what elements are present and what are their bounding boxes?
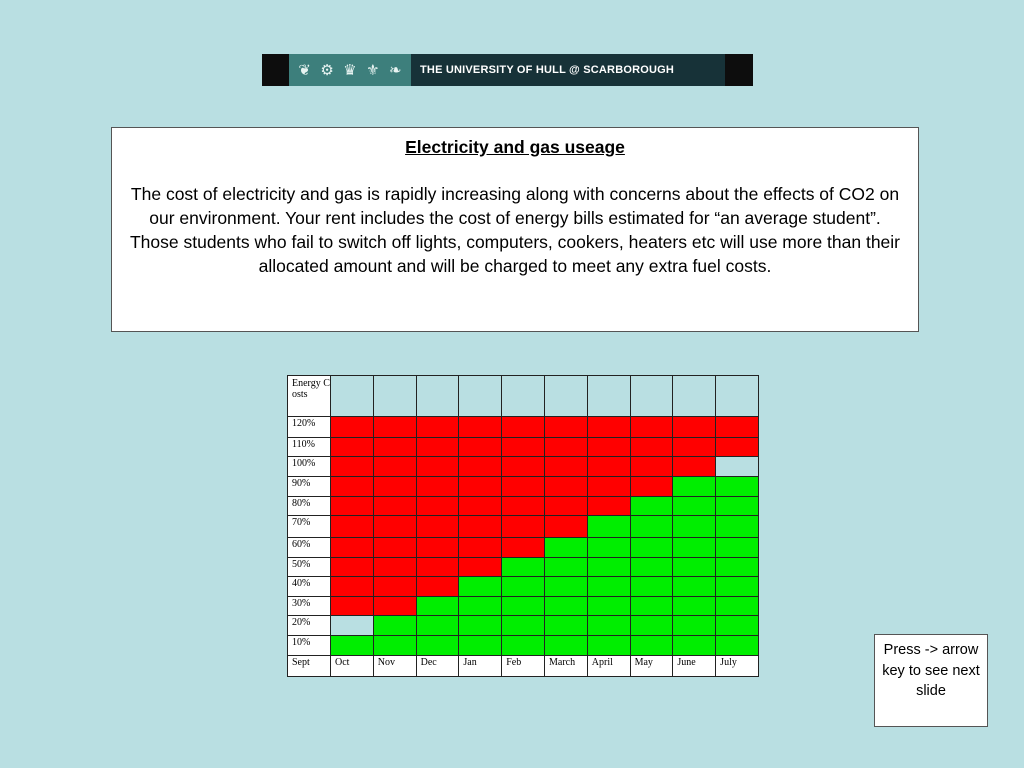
cost-cell-green [630,537,673,557]
month-label: Jan [459,655,502,676]
cost-cell-green [459,635,502,655]
cost-cell-red [630,417,673,438]
cost-cell-green [373,615,416,635]
header-row [288,376,759,417]
cost-cell-red [459,537,502,557]
cost-cell-green [716,497,759,516]
table-row [288,596,759,615]
cost-cell-green [716,596,759,615]
cost-cell-green [459,615,502,635]
cost-cell-green [630,596,673,615]
crest-icon: ❧ [388,61,402,79]
cost-cell-red [459,457,502,477]
table-row [288,635,759,655]
cost-cell-red [416,457,459,477]
cost-cell-green [544,557,587,576]
header-cell [373,376,416,417]
cost-cell-green [673,557,716,576]
cost-cell-red [716,417,759,438]
cost-cell-red [502,497,545,516]
cost-cell-green [502,596,545,615]
cost-cell-green [373,635,416,655]
cost-cell-green [459,596,502,615]
month-label: Feb [502,655,545,676]
cost-cell-red [544,477,587,497]
cost-cell-green [416,596,459,615]
month-label: May [630,655,673,676]
cost-cell-red [587,438,630,457]
cost-cell-red [373,596,416,615]
table-row [288,438,759,457]
cost-cell-red [416,497,459,516]
cost-cell-red [331,576,374,596]
cost-cell-red [459,557,502,576]
cost-cell-green [416,615,459,635]
cost-cell-red [331,457,374,477]
month-row [288,655,759,676]
cost-cell-green [673,615,716,635]
cost-cell-green [502,576,545,596]
university-banner [262,54,753,86]
row-label: 40% [288,576,331,596]
cost-cell-green [673,497,716,516]
row-label: 70% [288,516,331,537]
cost-cell-green [331,635,374,655]
cost-cell-red [416,537,459,557]
cost-cell-green [502,615,545,635]
intro-title: Electricity and gas useage [405,137,625,157]
energy-cost-table [287,375,759,677]
cost-cell-red [459,497,502,516]
cost-cell-blank [716,457,759,477]
next-slide-hint: Press -> arrow key to see next slide [874,634,988,727]
month-label: Nov [373,655,416,676]
cost-cell-red [544,457,587,477]
crest-icon: ❦ [298,61,311,79]
cost-cell-green [459,576,502,596]
cost-cell-red [459,417,502,438]
cost-cell-green [673,596,716,615]
cost-cell-red [630,477,673,497]
cost-cell-red [331,516,374,537]
month-label: Sept [288,655,331,676]
cost-cell-red [373,516,416,537]
cost-cell-green [587,516,630,537]
table-row [288,576,759,596]
cost-cell-red [502,457,545,477]
cost-cell-red [331,477,374,497]
cost-cell-red [331,537,374,557]
cost-cell-red [373,438,416,457]
cost-cell-red [331,438,374,457]
month-label: March [544,655,587,676]
intro-body: The cost of electricity and gas is rapidly increasing along with concerns about the effects of CO2 on our environment. Your rent includes the cost of energy bills estimated for “an average student”. Those students who fail to switch off lights, computers, cookers, heaters etc will use more than their allocated amount and will be charged to meet any extra fuel costs. [129,184,901,276]
header-cell [331,376,374,417]
cost-cell-red [544,516,587,537]
cost-cell-red [544,497,587,516]
table-row [288,516,759,537]
cost-cell-red [587,417,630,438]
cost-cell-red [587,457,630,477]
cost-cell-red [587,497,630,516]
cost-cell-blank [331,615,374,635]
cost-cell-red [502,417,545,438]
cost-cell-green [630,497,673,516]
cost-cell-red [459,438,502,457]
cost-cell-red [373,497,416,516]
header-cell [459,376,502,417]
cost-cell-red [331,417,374,438]
cost-cell-red [373,417,416,438]
cost-cell-red [544,438,587,457]
crest-icon: ⚙ [320,61,334,79]
row-label: 100% [288,457,331,477]
cost-cell-green [587,596,630,615]
intro-box [111,127,919,332]
cost-cell-green [544,635,587,655]
cost-cell-green [587,557,630,576]
row-label: 120% [288,417,331,438]
cost-cell-green [630,576,673,596]
cost-cell-green [673,477,716,497]
crest-icon: ♛ [343,61,357,79]
cost-cell-red [502,516,545,537]
cost-cell-green [716,576,759,596]
cost-cell-red [502,438,545,457]
cost-cell-red [673,438,716,457]
header-cell [716,376,759,417]
cost-cell-green [502,557,545,576]
cost-cell-red [630,438,673,457]
cost-cell-green [716,615,759,635]
month-label: Dec [416,655,459,676]
cost-cell-red [373,576,416,596]
cost-cell-red [673,457,716,477]
cost-cell-green [630,615,673,635]
cost-cell-green [544,615,587,635]
table-row [288,615,759,635]
header-cell [630,376,673,417]
cost-cell-green [587,537,630,557]
header-cell [673,376,716,417]
table-row [288,537,759,557]
cost-cell-red [416,417,459,438]
header-cell [502,376,545,417]
cost-cell-red [673,417,716,438]
cost-cell-green [587,576,630,596]
cost-cell-green [673,537,716,557]
cost-cell-red [416,477,459,497]
row-label: 90% [288,477,331,497]
cost-cell-green [673,516,716,537]
cost-cell-green [716,635,759,655]
table-row [288,457,759,477]
crest-emblems [289,54,411,86]
row-label: 80% [288,497,331,516]
cost-cell-red [716,438,759,457]
cost-cell-red [544,417,587,438]
month-label: April [587,655,630,676]
cost-cell-red [459,516,502,537]
cost-cell-green [544,596,587,615]
cost-cell-green [716,477,759,497]
cost-cell-red [331,557,374,576]
cost-cell-green [630,635,673,655]
cost-cell-green [416,635,459,655]
cost-cell-red [502,537,545,557]
row-label: 20% [288,615,331,635]
cost-cell-green [544,537,587,557]
cost-cell-green [630,516,673,537]
row-label: 60% [288,537,331,557]
cost-cell-red [373,477,416,497]
month-label: July [716,655,759,676]
corner-label: Energy Costs [288,376,331,417]
month-label: Oct [331,655,374,676]
row-label: 50% [288,557,331,576]
university-name: THE UNIVERSITY OF HULL @ SCARBOROUGH [411,54,725,86]
table-row [288,557,759,576]
row-label: 10% [288,635,331,655]
table-row [288,497,759,516]
cost-cell-green [630,557,673,576]
month-label: June [673,655,716,676]
cost-cell-red [373,557,416,576]
cost-cell-green [673,576,716,596]
cost-cell-red [587,477,630,497]
row-label: 30% [288,596,331,615]
cost-cell-green [716,516,759,537]
table-row [288,417,759,438]
cost-cell-green [502,635,545,655]
table-row [288,477,759,497]
header-cell [544,376,587,417]
header-cell [587,376,630,417]
cost-cell-red [331,497,374,516]
cost-cell-green [673,635,716,655]
cost-cell-red [459,477,502,497]
cost-cell-green [716,557,759,576]
cost-cell-red [373,457,416,477]
cost-cell-red [416,557,459,576]
cost-cell-green [716,537,759,557]
cost-cell-green [544,576,587,596]
cost-cell-red [373,537,416,557]
cost-cell-red [416,438,459,457]
cost-cell-red [331,596,374,615]
crest-icon: ⚜ [366,61,380,79]
cost-cell-red [502,477,545,497]
cost-cell-red [416,576,459,596]
cost-cell-green [587,615,630,635]
cost-cell-red [416,516,459,537]
row-label: 110% [288,438,331,457]
cost-cell-red [630,457,673,477]
header-cell [416,376,459,417]
cost-cell-green [587,635,630,655]
